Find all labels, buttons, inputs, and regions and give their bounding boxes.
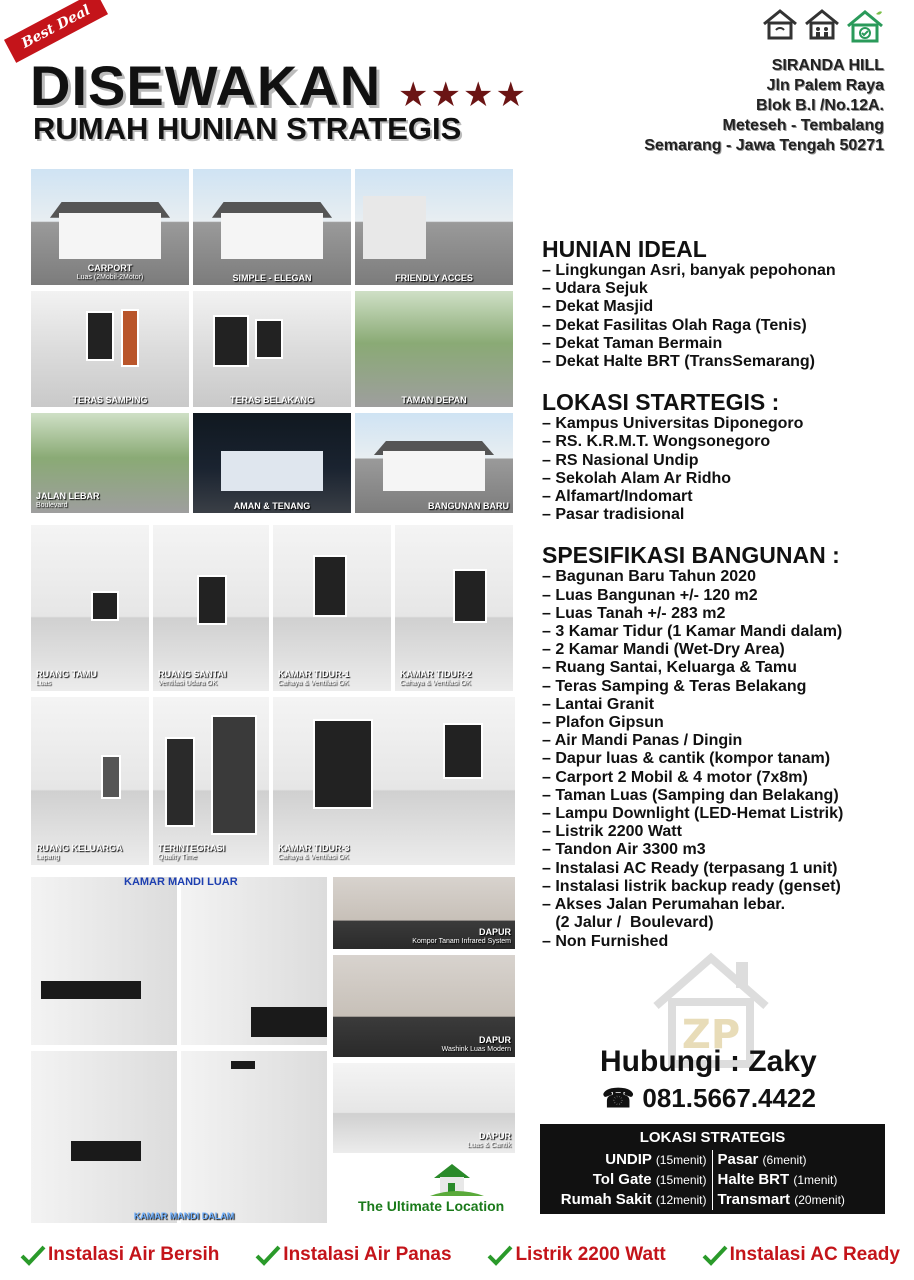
photo-dapur-1	[332, 876, 516, 950]
footer-feature	[20, 1244, 219, 1266]
list-item: – Luas Bangunan +/- 120 m2	[542, 586, 758, 604]
photo-ruang-keluarga	[30, 696, 150, 866]
photo-ruang-tamu	[30, 524, 150, 692]
list-item: – 3 Kamar Tidur (1 Kamar Mandi dalam)	[542, 623, 843, 641]
feature-label: Instalasi Air Bersih	[48, 1244, 220, 1265]
photo-caption: BANGUNAN BARU	[428, 501, 509, 511]
list-item: – Plafon Gipsun	[542, 714, 664, 732]
list-item: – Instalasi AC Ready (terpasang 1 unit)	[542, 859, 838, 877]
property-address	[644, 56, 884, 156]
footer-feature	[487, 1244, 665, 1266]
feature-label: Instalasi Air Panas	[283, 1244, 452, 1265]
photo-caption: DAPUR	[478, 927, 511, 937]
photo-kamar-tidur-3	[272, 696, 516, 866]
rating-stars: ★★★★	[398, 76, 528, 114]
list-item: – Dekat Masjid	[542, 298, 654, 316]
photo-subcaption: Quality Time	[158, 854, 197, 861]
hunian-list	[542, 262, 892, 371]
loc-name: UNDIP	[605, 1151, 652, 1168]
photo-kamar-mandi-luar-1	[30, 876, 178, 1046]
photo-kamar-tidur-1	[272, 524, 392, 692]
checkmark-icon	[487, 1244, 513, 1266]
address-line: Meteseh - Tembalang	[722, 117, 884, 134]
footer-feature	[255, 1244, 451, 1266]
photo-teras-samping	[30, 290, 190, 408]
list-item: – Akses Jalan Perumahan lebar.	[542, 896, 786, 914]
loc-box-title: LOKASI STRATEGIS	[639, 1129, 786, 1146]
smart-home-icon	[762, 8, 798, 40]
page-title: DISEWAKAN	[30, 54, 382, 117]
photo-friendly-acces	[354, 168, 514, 286]
list-item: – Non Furnished	[542, 932, 669, 950]
list-item: – RS Nasional Undip	[542, 451, 699, 469]
contact-name: Hubungi : Zaky	[600, 1045, 817, 1078]
list-item: – Luas Tanah +/- 283 m2	[542, 604, 726, 622]
lokasi-strategis-box	[540, 1124, 885, 1214]
photo-caption: TERINTEGRASI	[158, 843, 226, 853]
location-house-icon	[430, 1160, 484, 1200]
loc-time: (15menit)	[655, 1173, 707, 1187]
address-line: Semarang - Jawa Tengah 50271	[644, 137, 884, 154]
photo-subcaption: Luas (2Mobil-2Motor)	[76, 274, 144, 281]
photo-ruang-santai	[152, 524, 270, 692]
footer-features	[20, 1244, 900, 1266]
loc-name: Tol Gate	[592, 1171, 652, 1188]
list-item: – RS. K.R.M.T. Wongsonegoro	[542, 433, 771, 451]
list-item: – Listrik 2200 Watt	[542, 823, 682, 841]
photo-subcaption: Boulevard	[36, 502, 68, 509]
bathroom-label: KAMAR MANDI LUAR	[124, 876, 238, 888]
photo-caption: RUANG KELUARGA	[36, 843, 123, 853]
hunian-title: HUNIAN IDEAL	[542, 236, 707, 262]
photo-caption: KAMAR TIDUR-1	[278, 669, 350, 679]
phone-icon: ☎	[602, 1083, 635, 1113]
list-item: – Sekolah Alam Ar Ridho	[542, 469, 732, 487]
list-item: – Ruang Santai, Keluarga & Tamu	[542, 659, 797, 677]
spesifikasi-title: SPESIFIKASI BANGUNAN :	[542, 542, 840, 569]
list-item: – Instalasi listrik backup ready (genset)	[542, 877, 841, 895]
photo-terintegrasi	[152, 696, 270, 866]
photo-kamar-mandi-luar-2	[180, 876, 328, 1046]
photo-caption: KAMAR TIDUR-2	[400, 669, 472, 679]
header-icons	[762, 8, 884, 44]
list-item: – Bagunan Baru Tahun 2020	[542, 568, 756, 586]
photo-subcaption: Lapang	[36, 854, 60, 861]
photo-caption: SIMPLE - ELEGAN	[232, 273, 312, 283]
feature-label: Listrik 2200 Watt	[515, 1244, 666, 1265]
list-item: – Taman Luas (Samping dan Belakang)	[542, 786, 839, 804]
photo-teras-belakang	[192, 290, 352, 408]
photo-caption: TAMAN DEPAN	[401, 395, 467, 405]
feature-label: Instalasi AC Ready	[729, 1244, 900, 1265]
photo-caption: JALAN LEBAR	[36, 491, 100, 501]
photo-subcaption: Ventilasi Udara OK	[158, 680, 218, 687]
photo-caption: DAPUR	[478, 1035, 511, 1045]
photo-subcaption: Cahaya & Ventilasi OK	[278, 854, 349, 861]
photo-subcaption: Washink Luas Modern	[441, 1046, 511, 1053]
list-item: – Dapur luas & cantik (kompor tanam)	[542, 750, 831, 768]
photo-taman-depan	[354, 290, 514, 408]
photo-caption: RUANG TAMU	[36, 669, 97, 679]
list-item: – 2 Kamar Mandi (Wet-Dry Area)	[542, 641, 785, 659]
loc-column-right	[713, 1150, 886, 1210]
photo-caption: FRIENDLY ACCES	[395, 273, 473, 283]
photo-jalan-lebar	[30, 412, 190, 514]
list-item: – Carport 2 Mobil & 4 motor (7x8m)	[542, 768, 808, 786]
loc-column-left	[540, 1150, 713, 1210]
loc-time: (1menit)	[793, 1173, 838, 1187]
photo-subcaption: Cahaya & Ventilasi OK	[400, 680, 471, 687]
photo-bangunan-baru	[354, 412, 514, 514]
list-item: – Dekat Halte BRT (TransSemarang)	[542, 353, 815, 371]
loc-time: (15menit)	[655, 1153, 707, 1167]
photo-dapur-2	[332, 954, 516, 1058]
loc-time: (12menit)	[655, 1193, 707, 1207]
photo-caption: DAPUR	[478, 1131, 511, 1141]
list-item: – Lingkungan Asri, banyak pepohonan	[542, 262, 836, 279]
list-item: – Lantai Granit	[542, 695, 655, 713]
list-item: – Kampus Universitas Diponegoro	[542, 415, 804, 433]
loc-name: Pasar	[717, 1151, 759, 1168]
contact-phone	[602, 1083, 816, 1114]
photo-kamar-tidur-2	[394, 524, 514, 692]
photo-subcaption: Cahaya & Ventilasi OK	[278, 680, 349, 687]
list-item: – Alfamart/Indomart	[542, 488, 693, 506]
page-subtitle: RUMAH HUNIAN STRATEGIS	[33, 111, 462, 146]
family-home-icon	[804, 8, 840, 40]
best-deal-ribbon: Best Deal	[4, 0, 108, 63]
eco-home-icon	[846, 8, 884, 44]
address-line: SIRANDA HILL	[771, 57, 884, 74]
loc-time: (6menit)	[762, 1153, 807, 1167]
svg-text:ZP: ZP	[681, 1012, 741, 1058]
photo-subcaption: Kompor Tanam Infrared System	[412, 938, 511, 945]
list-item: – Pasar tradisional	[542, 506, 685, 524]
lokasi-title: LOKASI STARTEGIS :	[542, 389, 780, 416]
photo-caption: KAMAR MANDI DALAM	[133, 1211, 235, 1221]
photo-aman-tenang	[192, 412, 352, 514]
checkmark-icon	[702, 1244, 728, 1266]
photo-kamar-mandi-dalam-2	[133, 1050, 328, 1224]
loc-name: Transmart	[717, 1191, 791, 1208]
address-line: Jln Palem Raya	[766, 77, 884, 94]
photo-caption: TERAS BELAKANG	[229, 395, 314, 405]
loc-name: Rumah Sakit	[560, 1191, 652, 1208]
checkmark-icon	[255, 1244, 281, 1266]
photo-caption: KAMAR TIDUR-3	[278, 843, 350, 853]
spesifikasi-list	[542, 568, 892, 950]
photo-carport	[30, 168, 190, 286]
photo-subcaption: Luas	[36, 680, 52, 687]
list-item: – Udara Sejuk	[542, 280, 648, 298]
list-item: (2 Jalur / Boulevard)	[542, 914, 714, 932]
photo-subcaption: Luas & Cantik	[467, 1142, 511, 1149]
photo-caption: RUANG SANTAI	[158, 669, 227, 679]
address-line: Blok B.I /No.12A.	[755, 97, 884, 114]
list-item: – Lampu Downlight (LED-Hemat Listrik)	[542, 805, 844, 823]
list-item: – Teras Samping & Teras Belakang	[542, 677, 807, 695]
photo-caption: AMAN & TENANG	[233, 501, 311, 511]
loc-name: Halte BRT	[717, 1171, 790, 1188]
photo-kamar-mandi-dalam-1	[30, 1050, 178, 1224]
photo-caption: CARPORT	[87, 263, 133, 273]
list-item: – Dekat Taman Bermain	[542, 334, 723, 352]
phone-number: 081.5667.4422	[642, 1083, 816, 1113]
photo-simple-elegan	[192, 168, 352, 286]
footer-feature	[702, 1244, 900, 1266]
photo-dapur-3	[332, 1062, 516, 1154]
loc-time: (20menit)	[794, 1193, 845, 1207]
list-item: – Tandon Air 3300 m3	[542, 841, 706, 859]
ultimate-location-text: The Ultimate Location	[358, 1198, 505, 1214]
photo-caption: TERAS SAMPING	[72, 395, 148, 405]
checkmark-icon	[20, 1244, 46, 1266]
list-item: – Air Mandi Panas / Dingin	[542, 732, 743, 750]
info-panel	[542, 236, 892, 969]
lokasi-list	[542, 415, 892, 524]
list-item: – Dekat Fasilitas Olah Raga (Tenis)	[542, 316, 807, 334]
